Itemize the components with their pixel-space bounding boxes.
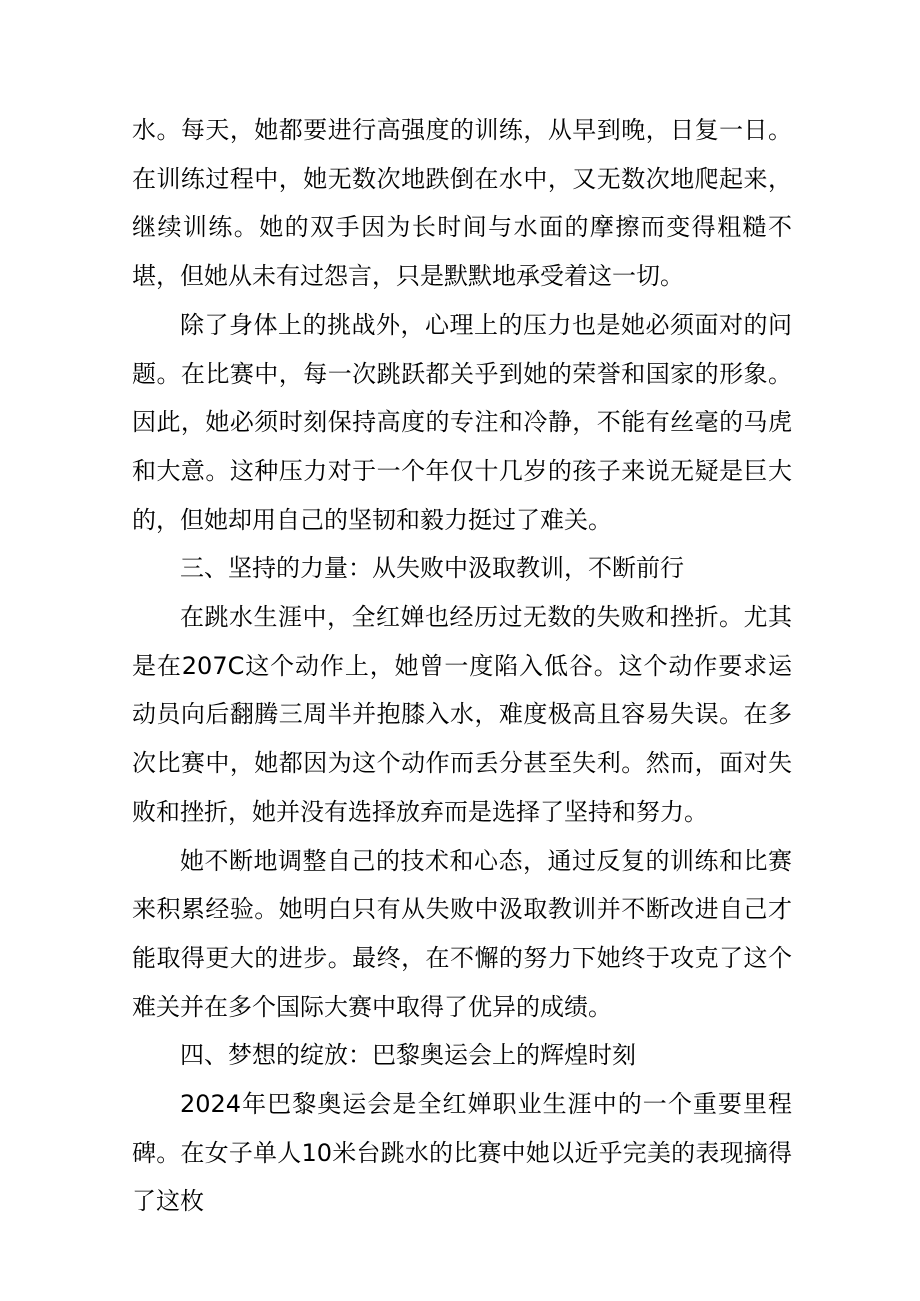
body-paragraph-1: 水。每天，她都要进行高强度的训练，从早到晚，日复一日。在训练过程中，她无数次地跌倒在水中，又无数次地爬起来，继续训练。她的双手因为长时间与水面的摩擦而变得粗糙不堪，但她从未有过怨言，只是默默地承受着这一切。	[132, 116, 792, 291]
body-paragraph-2: 除了身体上的挑战外，心理上的压力也是她必须面对的问题。在比赛中，每一次跳跃都关乎到她的荣誉和国家的形象。因此，她必须时刻保持高度的专注和冷静，不能有丝毫的马虎和大意。这种压力对于一个年仅十几岁的孩子来说无疑是巨大的，但她却用自己的坚韧和毅力挺过了难关。	[132, 310, 792, 534]
body-paragraph-3: 在跳水生涯中，全红婵也经历过无数的失败和挫折。尤其是在207C这个动作上，她曾一度陷入低谷。这个动作要求运动员向后翻腾三周半并抱膝入水，难度极高且容易失误。在多次比赛中，她都因为这个动作而丢分甚至失利。然而，面对失败和挫折，她并没有选择放弃而是选择了坚持和努力。	[132, 603, 792, 826]
document-body	[132, 106, 792, 1226]
section-heading-4: 四、梦想的绽放：巴黎奥运会上的辉煌时刻	[180, 1041, 636, 1070]
body-paragraph-5: 2024年巴黎奥运会是全红婵职业生涯中的一个重要里程碑。在女子单人10米台跳水的比赛中她以近乎完美的表现摘得了这枚	[132, 1090, 792, 1216]
body-paragraph-4: 她不断地调整自己的技术和心态，通过反复的训练和比赛来积累经验。她明白只有从失败中汲取教训并不断改进自己才能取得更大的进步。最终，在不懈的努力下她终于攻克了这个难关并在多个国际大赛中取得了优异的成绩。	[132, 846, 792, 1021]
section-heading-3: 三、坚持的力量：从失败中汲取教训，不断前行	[180, 554, 684, 583]
